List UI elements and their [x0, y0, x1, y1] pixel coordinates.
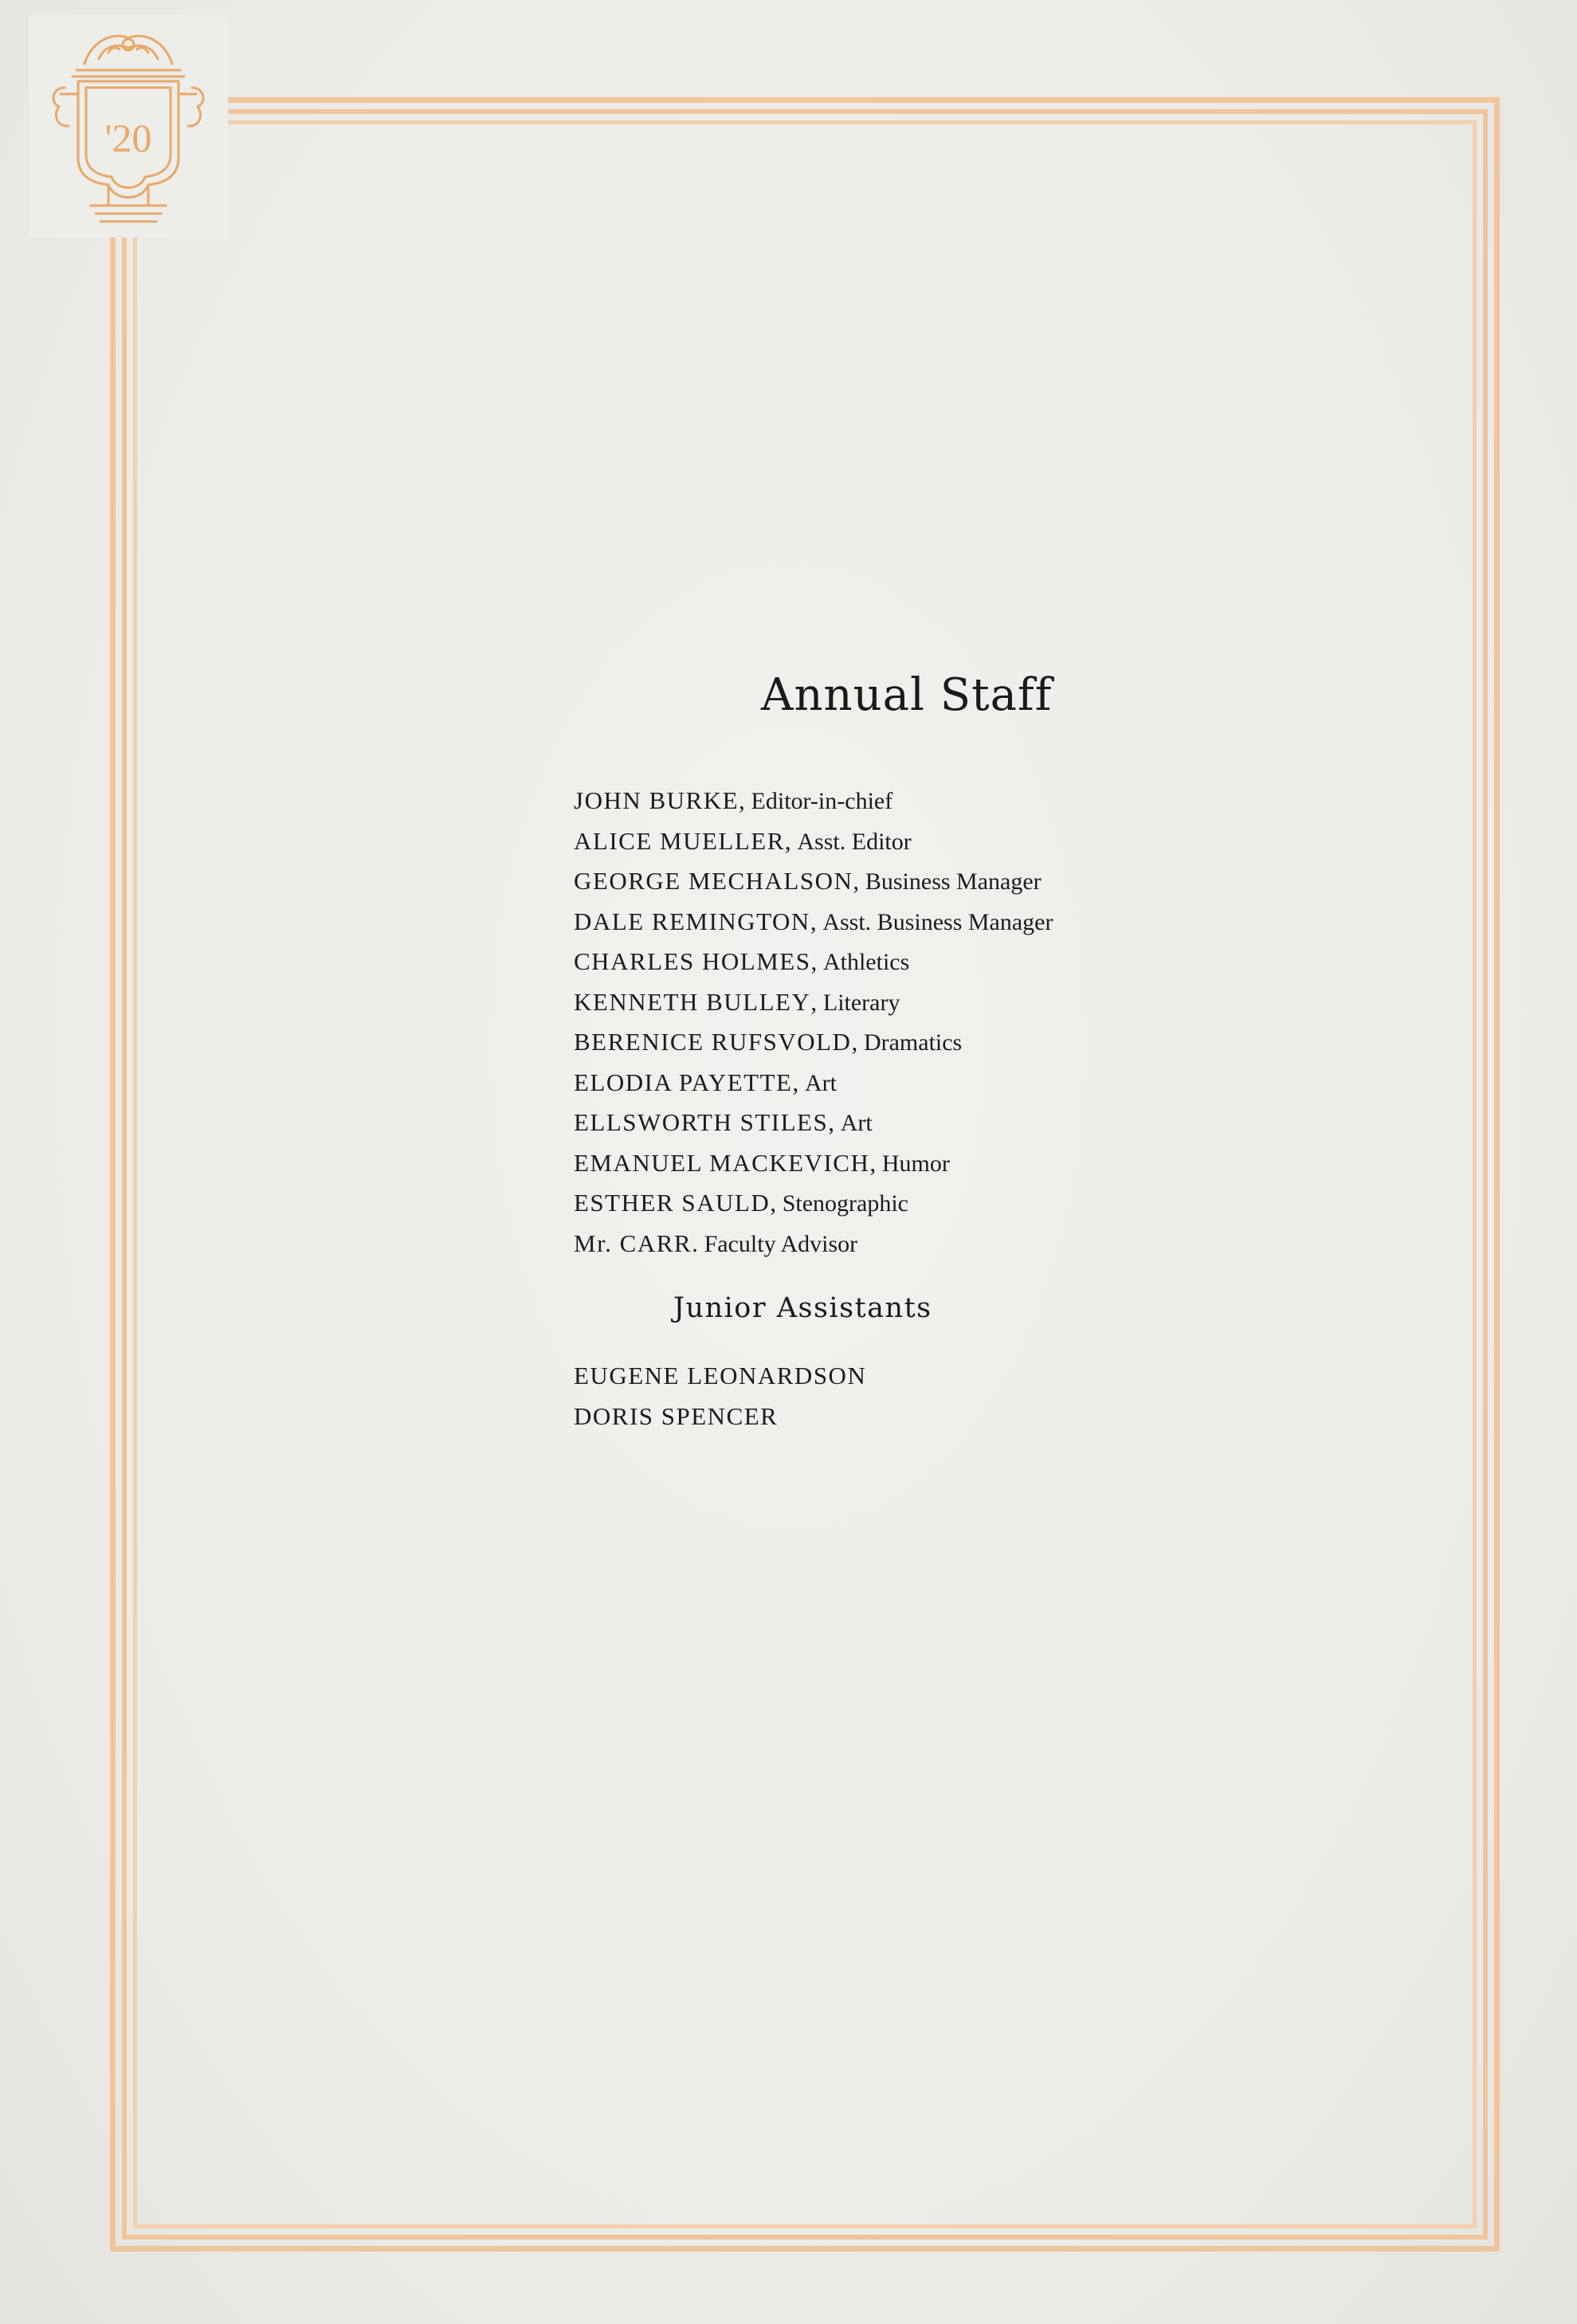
- staff-entry: ALICE MUELLER, Asst. Editor: [574, 826, 912, 855]
- staff-entry: ELLSWORTH STILES, Art: [574, 1108, 873, 1136]
- staff-entry: GEORGE MECHALSON, Business Manager: [574, 867, 1042, 895]
- staff-role: Humor: [881, 1150, 950, 1177]
- staff-name: EMANUEL MACKEVICH: [574, 1148, 870, 1177]
- staff-role: Art: [804, 1069, 837, 1096]
- staff-role: Literary: [822, 989, 900, 1016]
- staff-role: Art: [840, 1110, 873, 1136]
- staff-name: Mr. CARR: [574, 1229, 692, 1257]
- emblem-year: '20: [104, 116, 152, 160]
- staff-name: JOHN BURKE: [574, 786, 739, 814]
- staff-role: Editor-in-chief: [751, 788, 893, 814]
- staff-name: KENNETH BULLEY: [574, 987, 811, 1016]
- staff-name: CHARLES HOLMES: [574, 947, 811, 975]
- staff-role: Dramatics: [863, 1029, 963, 1056]
- staff-name: GEORGE MECHALSON: [574, 867, 853, 895]
- junior-assistant: EUGENE LEONARDSON: [574, 1362, 867, 1389]
- staff-entry: BERENICE RUFSVOLD, Dramatics: [574, 1028, 963, 1056]
- staff-role: Stenographic: [782, 1190, 908, 1217]
- page-title: Annual Staff: [761, 669, 1053, 721]
- staff-entry: ESTHER SAULD, Stenographic: [574, 1189, 908, 1217]
- staff-entry: KENNETH BULLEY, Literary: [574, 987, 900, 1016]
- staff-list: [574, 781, 1053, 1264]
- staff-name: ALICE MUELLER: [574, 826, 785, 855]
- staff-role: Athletics: [822, 949, 910, 975]
- staff-entry: JOHN BURKE, Editor-in-chief: [574, 786, 893, 814]
- staff-name: BERENICE RUFSVOLD: [574, 1028, 852, 1056]
- year-emblem: [29, 14, 228, 237]
- staff-name: ELODIA PAYETTE: [574, 1068, 793, 1096]
- junior-assistants-heading: Junior Assistants: [673, 1292, 932, 1324]
- staff-role: Asst. Business Manager: [822, 908, 1053, 935]
- staff-name: DALE REMINGTON: [574, 907, 810, 935]
- staff-entry: DALE REMINGTON, Asst. Business Manager: [574, 907, 1053, 935]
- junior-assistant: DORIS SPENCER: [574, 1402, 779, 1430]
- staff-name: ESTHER SAULD: [574, 1189, 771, 1217]
- junior-assistants-list: [574, 1356, 866, 1437]
- staff-separator: .: [692, 1229, 704, 1257]
- staff-entry: ELODIA PAYETTE, Art: [574, 1068, 837, 1096]
- staff-entry: CHARLES HOLMES, Athletics: [574, 947, 910, 975]
- staff-name: ELLSWORTH STILES: [574, 1108, 829, 1136]
- staff-role: Faculty Advisor: [704, 1230, 858, 1257]
- staff-entry: [574, 1224, 1053, 1264]
- staff-role: Asst. Editor: [797, 828, 912, 855]
- staff-entry: EMANUEL MACKEVICH, Humor: [574, 1148, 950, 1177]
- staff-role: Business Manager: [865, 868, 1042, 895]
